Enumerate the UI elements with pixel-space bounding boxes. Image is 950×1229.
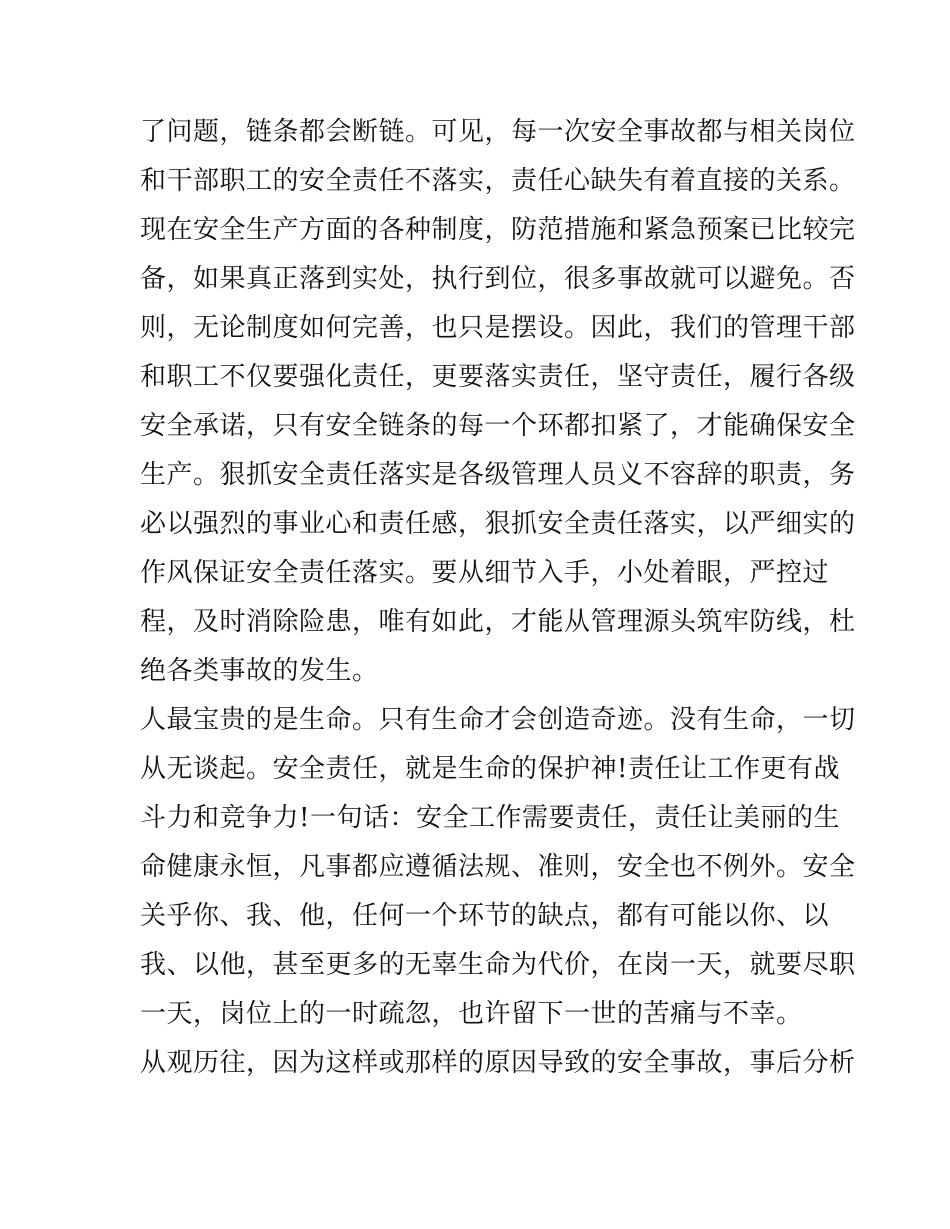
text-line: 现在安全生产方面的各种制度，防范措施和紧急预案已比较完 bbox=[140, 215, 856, 245]
text-line: 绝各类事故的发生。 bbox=[140, 656, 379, 686]
text-line: 一天，岗位上的一时疏忽，也许留下一世的苦痛与不幸。 bbox=[140, 999, 803, 1029]
text-line: 人最宝贵的是生命。只有生命才会创造奇迹。没有生命，一切 bbox=[140, 705, 856, 735]
text-line: 和职工不仅要强化责任，更要落实责任，坚守责任，履行各级 bbox=[140, 362, 856, 392]
document-body bbox=[140, 108, 856, 1088]
paragraph-3 bbox=[140, 1039, 856, 1088]
text-line: 作风保证安全责任落实。要从细节入手，小处着眼，严控过 bbox=[140, 558, 830, 588]
text-line: 从观历往，因为这样或那样的原因导致的安全事故，事后分析 bbox=[140, 1048, 856, 1078]
text-line: 从无谈起。安全责任，就是生命的保护神!责任让工作更有战 bbox=[140, 754, 840, 784]
text-line: 了问题，链条都会断链。可见，每一次安全事故都与相关岗位 bbox=[140, 117, 856, 147]
paragraph-1 bbox=[140, 108, 856, 696]
text-line: 斗力和竞争力!一句话：安全工作需要责任，责任让美丽的生 bbox=[140, 803, 840, 833]
text-line: 则，无论制度如何完善，也只是摆设。因此，我们的管理干部 bbox=[140, 313, 856, 343]
text-line: 生产。狠抓安全责任落实是各级管理人员义不容辞的职责，务 bbox=[140, 460, 856, 490]
text-line: 安全承诺，只有安全链条的每一个环都扣紧了，才能确保安全 bbox=[140, 411, 856, 441]
text-line: 命健康永恒，凡事都应遵循法规、准则，安全也不例外。安全 bbox=[140, 852, 856, 882]
text-line: 我、以他，甚至更多的无辜生命为代价，在岗一天，就要尽职 bbox=[140, 950, 856, 980]
text-line: 关乎你、我、他，任何一个环节的缺点，都有可能以你、以 bbox=[140, 901, 830, 931]
text-line: 程，及时消除险患，唯有如此，才能从管理源头筑牢防线，杜 bbox=[140, 607, 856, 637]
paragraph-2 bbox=[140, 696, 856, 1039]
text-line: 备，如果真正落到实处，执行到位，很多事故就可以避免。否 bbox=[140, 264, 856, 294]
text-line: 必以强烈的事业心和责任感，狠抓安全责任落实，以严细实的 bbox=[140, 509, 856, 539]
text-line: 和干部职工的安全责任不落实，责任心缺失有着直接的关系。 bbox=[140, 166, 856, 196]
